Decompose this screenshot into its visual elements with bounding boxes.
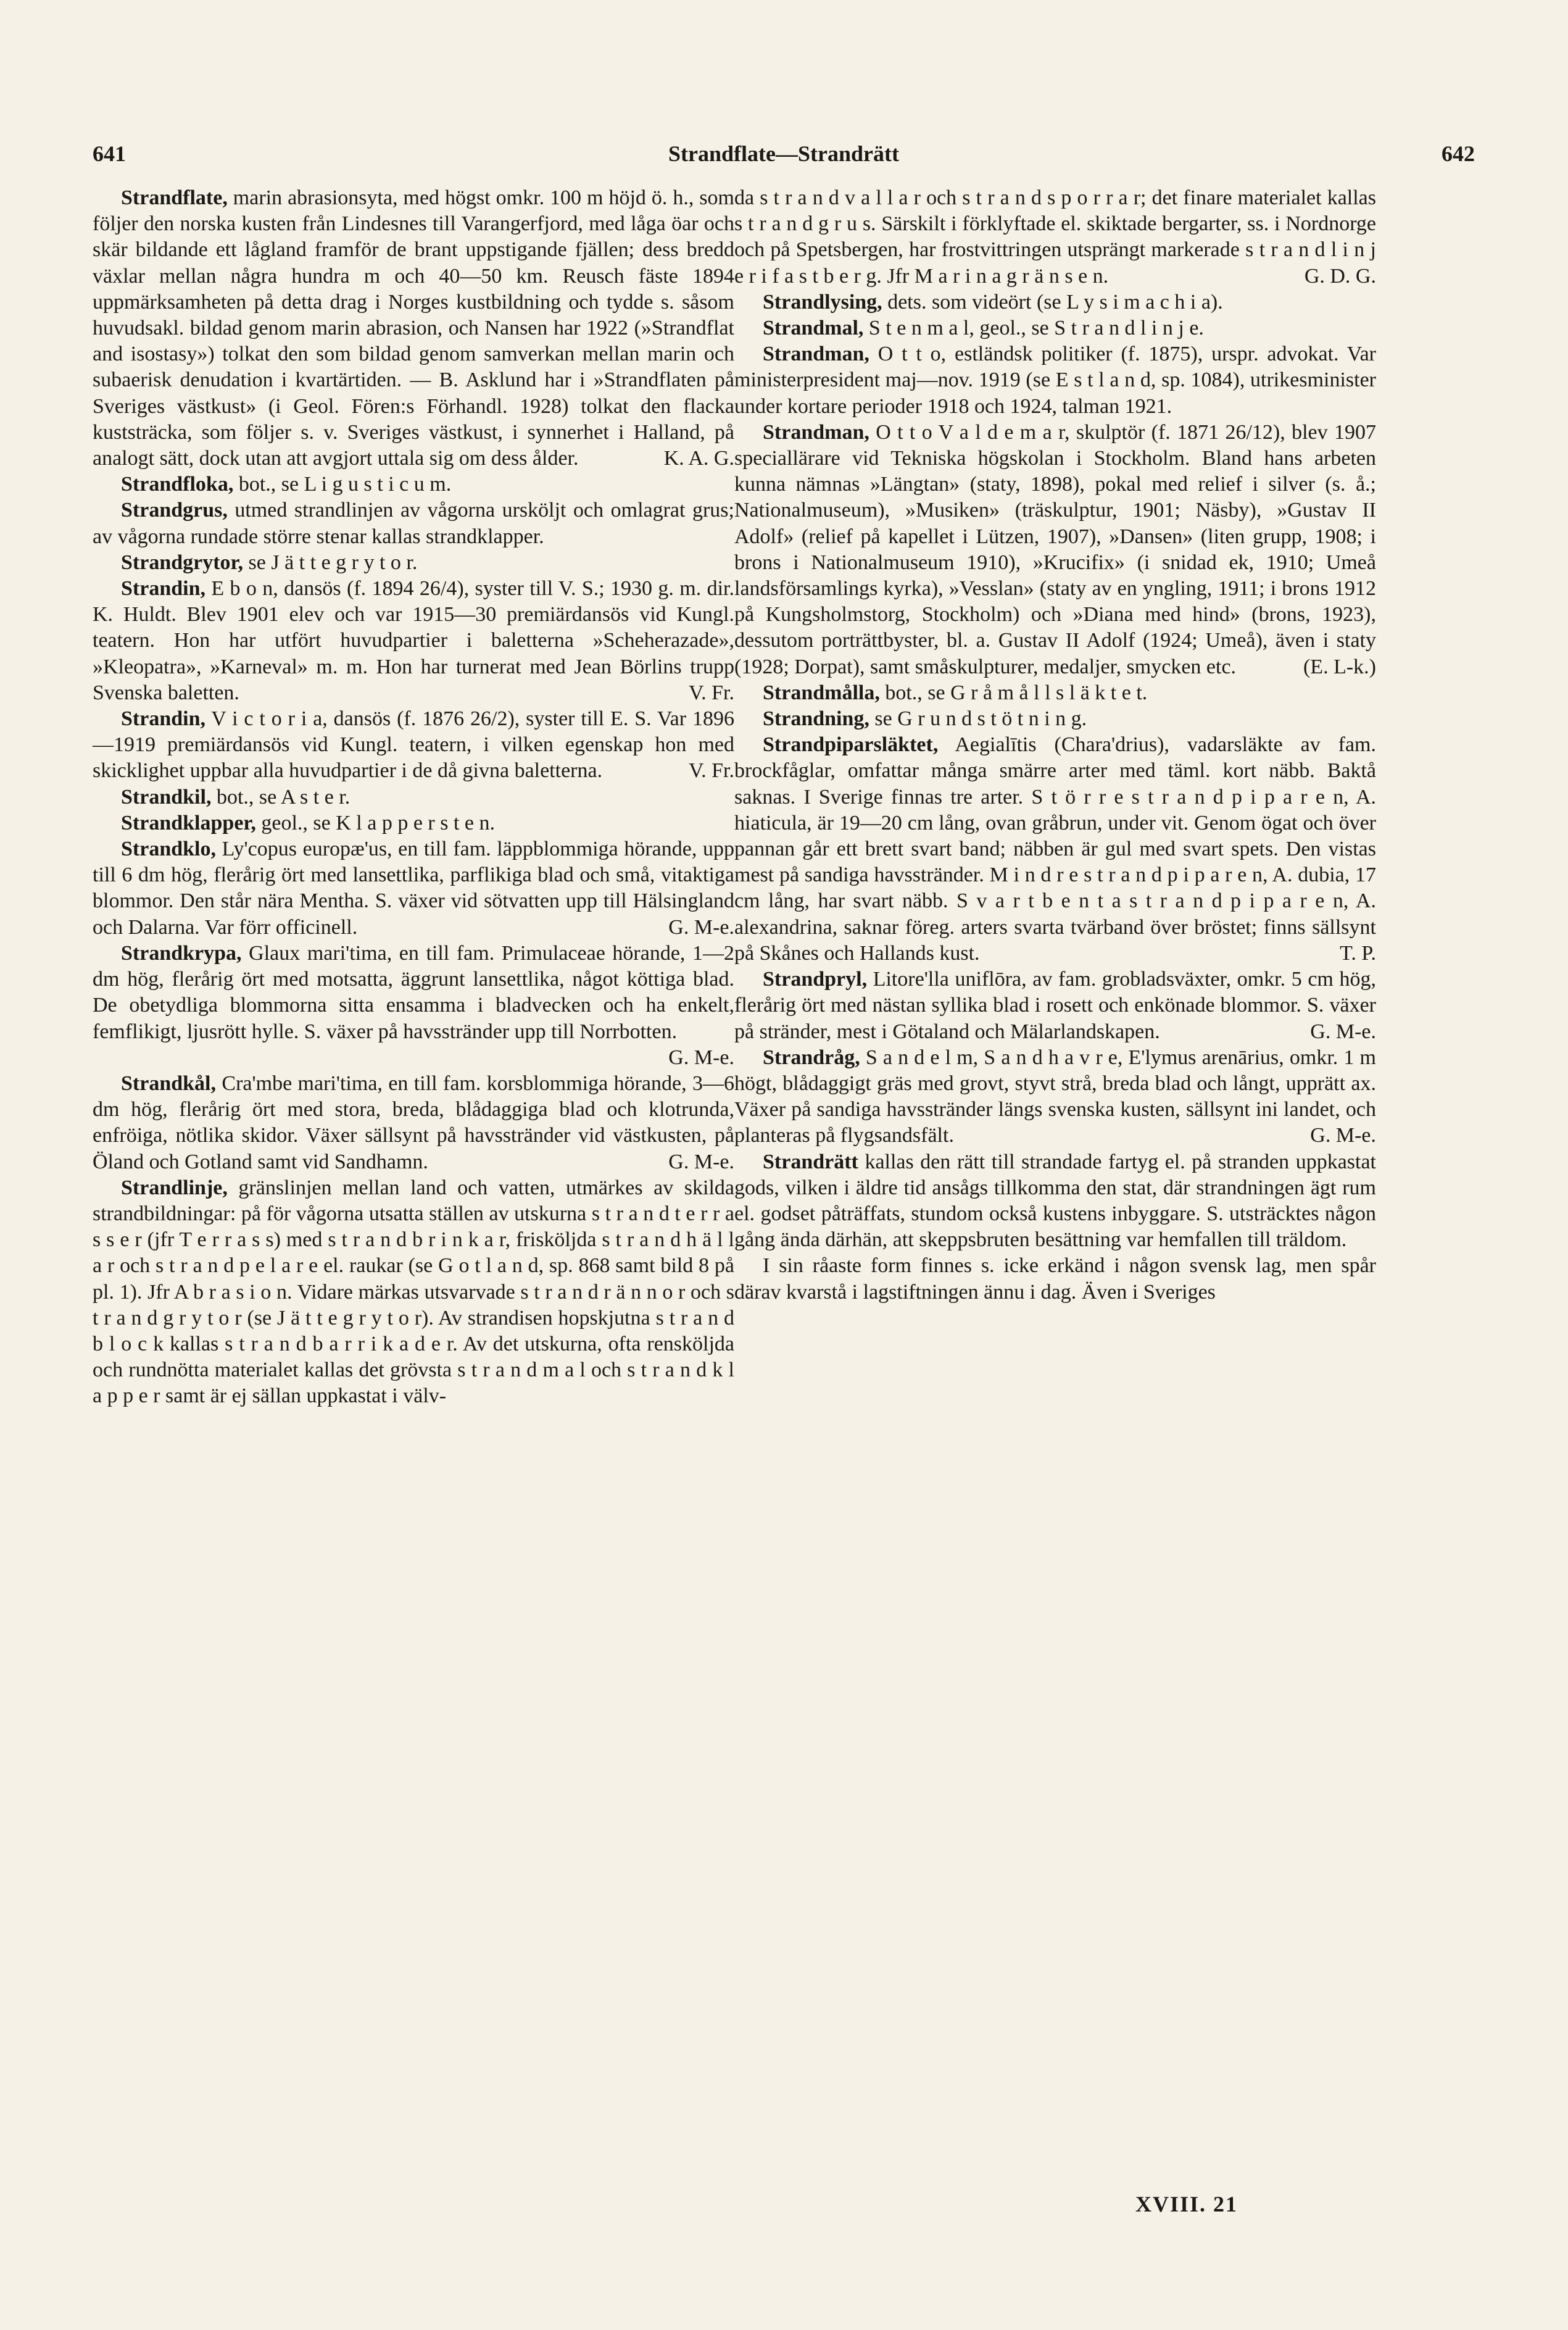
dictionary-entry <box>734 315 1376 341</box>
page-number-left: 641 <box>93 141 126 166</box>
entry-headword: Strandgrus, <box>121 499 228 522</box>
folio-signature: XVIII. 21 <box>1135 2192 1238 2216</box>
entry-headword: Strandkil, <box>121 785 212 809</box>
entry-text: Litore'lla uniflōra, av fam. grobladsväxter, omkr. 5 cm hög, flerårig ört med nästan syllika blad i rosett och enkönade blommor. S. växer på stränder, mest i Götaland och Mälarlandskapen. <box>734 968 1376 1043</box>
dictionary-entry <box>734 706 1376 732</box>
author-signature: G. M-e. <box>668 1046 734 1069</box>
entry-headword: Strandin, <box>121 577 205 601</box>
dictionary-entry <box>734 185 1376 289</box>
page-header <box>93 141 1475 178</box>
author-signature: G. M-e. <box>1310 1020 1376 1043</box>
dictionary-entry <box>93 185 734 472</box>
dictionary-entry <box>734 1149 1376 1254</box>
author-signature: G. M-e. <box>668 1150 734 1173</box>
author-signature: T. P. <box>1340 941 1376 965</box>
author-signature: V. Fr. <box>688 759 734 783</box>
dictionary-entry <box>93 550 734 576</box>
dictionary-entry <box>93 706 734 784</box>
entry-text: geol., se K l a p p e r s t e n. <box>255 811 496 834</box>
entry-text: V i c t o r i a, dansös (f. 1876 26/2), syster till E. S. Var 1896—1919 premiärdansös vid Kungl. teatern, i vilken egenskap hon med skicklighet uppbar alla huvudpartier i de då givna baletterna. <box>93 707 734 783</box>
entry-text: bot., se G r å m å l l s l ä k t e t. <box>879 681 1148 704</box>
entry-text: bot., se L i g u s t i c u m. <box>233 473 452 496</box>
author-signature: G. M-e. <box>1310 1124 1376 1147</box>
author-signature: K. A. G. <box>663 447 734 470</box>
entry-text: se J ä t t e g r y t o r. <box>243 551 418 574</box>
entry-text: O t t o V a l d e m a r, skulptör (f. 1871 26/12), blev 1907 speciallärare vid Tekniska högskolan i Stockholm. Bland hans arbeten kunna nämnas »Längtan» (staty, 1898), pokal med relief i silver (s. å.; Nationalmuseum), »Musiken» (träskulptur, 1901; Näsby), »Gustav II Adolf» (relief på kapellet i Lützen, 1907), »Dansen» (liten grupp, 1908; i brons i Nationalmuseum 1910), »Krucifix» (i snidad ek, 1910; Umeå landsförsamlings kyrka), »Vesslan» (staty av en yngling, 1911; i brons 1912 på Kungsholmstorg, Stockholm) och »Diana med hind» (brons, 1923), dessutom porträttbyster, bl. a. Gustav II Adolf (1924; Umeå), även i staty (1928; Dorpat), samt småskulpturer, medaljer, smycken etc. <box>734 420 1376 678</box>
dictionary-entry <box>93 941 734 1071</box>
entry-headword: Strandpryl, <box>763 968 868 991</box>
entry-text: utmed strandlinjen av vågorna ursköljt och omlagrat grus; av vågorna rundade större stenar kallas strandklapper. <box>93 499 734 548</box>
entry-headword: Strandråg, <box>763 1046 860 1069</box>
dictionary-entry <box>734 680 1376 706</box>
entry-headword: Strandpiparsläktet, <box>763 733 939 757</box>
entry-headword: Strandlysing, <box>763 290 882 314</box>
entry-headword: Strandklapper, <box>121 811 256 834</box>
entry-text: S a n d e l m, S a n d h a v r e, E'lymus arenārius, omkr. 1 m högt, blådaggigt gräs med grovt, styvt strå, breda blad och långt, upprätt ax. Växer på sandiga havsstränder längs svenska kusten, sällsynt ini landet, och planteras på flygsandsfält. <box>734 1046 1376 1147</box>
dictionary-entry <box>93 472 734 497</box>
entry-headword: Strandkål, <box>121 1071 216 1095</box>
dictionary-entry <box>734 1253 1376 1305</box>
dictionary-entry <box>93 497 734 549</box>
dictionary-entry <box>734 420 1376 680</box>
dictionary-entry <box>734 1045 1376 1149</box>
right-column <box>734 185 1376 1305</box>
entry-headword: Strandklo, <box>121 838 216 861</box>
entry-headword: Strandlinje, <box>121 1176 228 1199</box>
entry-headword: Strandfloka, <box>121 473 234 496</box>
entry-text: kallas den rätt till strandade fartyg el. på stranden uppkastat gods, vilken i äldre tid ansågs tillkomma den stat, där strandningen ägt rum el. godset påträffats, stundom också kustens inbyggare. S. utsträcktes någon gång ända därhän, att skeppsbruten besättning var hemfallen till träldom. <box>734 1150 1376 1252</box>
dictionary-entry <box>734 732 1376 967</box>
entry-text: dets. som videört (se L y s i m a c h i a). <box>882 290 1223 314</box>
dictionary-entry <box>93 810 734 836</box>
left-column <box>93 185 734 1410</box>
author-signature: G. M-e. <box>668 915 734 939</box>
author-signature: V. Fr. <box>688 681 734 704</box>
entry-text: Aegialītis (Chara'drius), vadarsläkte av fam. brockfåglar, omfattar många smärre arter med täml. kort näbb. Baktå saknas. I Sverige finnas tre arter. S t ö r r e s t r a n d p i p a r e n, A. hiaticula, är 19—20 cm lång, ovan gråbrun, under vit. Genom ögat och över pannan går ett brett svart band; näbben är gul med svart spets. Den vistas mest på sandiga havsstränder. M i n d r e s t r a n d p i p a r e n, A. dubia, 17 cm lång, har svart näbb. S v a r t b e n t a s t r a n d p i p a r e n, A. alexandrina, saknar föreg. arters svarta tvärband över bröstet; finns sällsynt på Skånes och Hallands kust. <box>734 733 1376 965</box>
entry-text: gränslinjen mellan land och vatten, utmärkes av skilda strandbildningar: på för vågorna utsatta ställen av utskurna s t r a n d t e r r a s s e r (jfr T e r r a s s) med s t r a n d b r i n k a r, frisköljda s t r a n d h ä l l a r och s t r a n d p e l a r e el. raukar (se G o t l a n d, sp. 868 samt bild 8 på pl. 1). Jfr A b r a s i o n. Vidare märkas utsvarvade s t r a n d r ä n n o r och s t r a n d g r y t o r (se J ä t t e g r y t o r). Av strandisen hopskjutna s t r a n d b l o c k kallas s t r a n d b a r r i k a d e r. Av det utskurna, ofta rensköljda och rundnötta materialet kallas det grövsta s t r a n d m a l och s t r a n d k l a p p e r samt är ej sällan uppkastat i välv- <box>93 1176 734 1408</box>
entry-text: Glaux mari'tima, en till fam. Primulaceae hörande, 1—2 dm hög, flerårig ört med motsatta, äggrunt lansettlika, något köttiga blad. De obetydliga blommorna sitta ensamma i bladvecken och ha enkelt, femflikigt, ljusrött hylle. S. växer på havsstränder upp till Norrbotten. <box>93 941 734 1043</box>
entry-text: S t e n m a l, geol., se S t r a n d l i n j e. <box>863 317 1204 340</box>
entry-headword: Strandmålla, <box>763 681 880 704</box>
dictionary-entry <box>93 784 734 810</box>
entry-headword: Strandman, <box>763 420 869 444</box>
dictionary-entry <box>734 289 1376 315</box>
entry-text: da s t r a n d v a l l a r och s t r a n d s p o r r a r; det finare materialet kallas s t r a n d g r u s. Särskilt i förklyftade el. skiktade bergarter, ss. i Nordnorge och på Spetsbergen, har frostvittringen utsprängt markerade s t r a n d l i n j e r i f a s t b e r g. Jfr M a r i n a g r ä n s e n. <box>734 186 1376 288</box>
entry-headword: Strandin, <box>121 707 205 731</box>
entry-text: O t t o, estländsk politiker (f. 1875), urspr. advokat. Var ministerpresident maj—nov. 1919 (se E s t l a n d, sp. 1084), utrikesminister under kortare perioder 1918 och 1924, talman 1921. <box>734 343 1376 418</box>
entry-headword: Strandkrypa, <box>121 941 242 965</box>
dictionary-entry <box>93 576 734 706</box>
dictionary-entry <box>734 967 1376 1045</box>
page-number-right: 642 <box>1441 141 1475 166</box>
entry-headword: Strandman, <box>763 343 869 366</box>
entry-headword: Strandflate, <box>121 186 228 209</box>
entry-text: marin abrasionsyta, med högst omkr. 100 m höjd ö. h., som följer den norska kusten från Lindesnes till Varangerfjord, med låga öar och skär bildande ett lågland framför de brant uppstigande fjällen; dess bredd växlar mellan några hundra m och 40—50 km. Reusch fäste 1894 uppmärksamheten på detta drag i Norges kustbildning och tydde s. såsom huvudsakl. bildad genom marin abrasion, och Nansen har 1922 (»Strandflat and isostasy») tolkat den som bildad genom samverkan mellan marin och subaerisk denudation i kvartärtiden. — B. Asklund har i »Strandflaten på Sveriges västkust» (i Geol. Fören:s Förhandl. 1928) tolkat den flacka kuststräcka, som följer s. v. Sveriges västkust, i synnerhet i Halland, på analogt sätt, dock utan att avgjort uttala sig om dess ålder. <box>93 186 734 470</box>
dictionary-entry <box>734 341 1376 420</box>
entry-text: Ly'copus europæ'us, en till fam. läppblommiga hörande, upp till 6 dm hög, flerårig ört med lansettlika, parflikiga blad och små, vitaktiga blommor. Den står nära Mentha. S. växer vid sötvatten upp till Hälsingland och Dalarna. Var förr officinell. <box>93 838 734 939</box>
entry-text: Cra'mbe mari'tima, en till fam. korsblommiga hörande, 3—6 dm hög, flerårig ört med stora, breda, blådaggiga blad och klotrunda, enfröiga, nötlika skidor. Växer sällsynt på havsstränder vid västkusten, på Öland och Gotland samt vid Sandhamn. <box>93 1071 734 1173</box>
dictionary-entry <box>93 1175 734 1410</box>
entry-headword: Strandmal, <box>763 317 864 340</box>
entry-text: se G r u n d s t ö t n i n g. <box>869 707 1087 731</box>
dictionary-entry <box>93 836 734 941</box>
running-title: Strandflate—Strandrätt <box>668 141 899 166</box>
dictionary-entry <box>93 1071 734 1175</box>
entry-headword: Strandgrytor, <box>121 551 244 574</box>
author-signature: G. D. G. <box>1304 264 1376 288</box>
entry-headword: Strandrätt <box>763 1150 858 1173</box>
entry-headword: Strandning, <box>763 707 869 731</box>
entry-text: bot., se A s t e r. <box>211 785 351 809</box>
entry-text: I sin råaste form finnes s. icke erkänd i någon svensk lag, men spår därav kvarstå i lagstiftningen ännu i dag. Även i Sveriges <box>734 1254 1376 1304</box>
entry-text: E b o n, dansös (f. 1894 26/4), syster till V. S.; 1930 g. m. dir. K. Huldt. Blev 1901 elev och var 1915—30 premiärdansös vid Kungl. teatern. Hon har utfört huvudpartier i baletterna »Scheherazade», »Kleopatra», »Karneval» m. m. Hon har turnerat med Jean Börlins trupp Svenska baletten. <box>93 577 734 704</box>
author-signature: (E. L-k.) <box>1303 655 1376 678</box>
